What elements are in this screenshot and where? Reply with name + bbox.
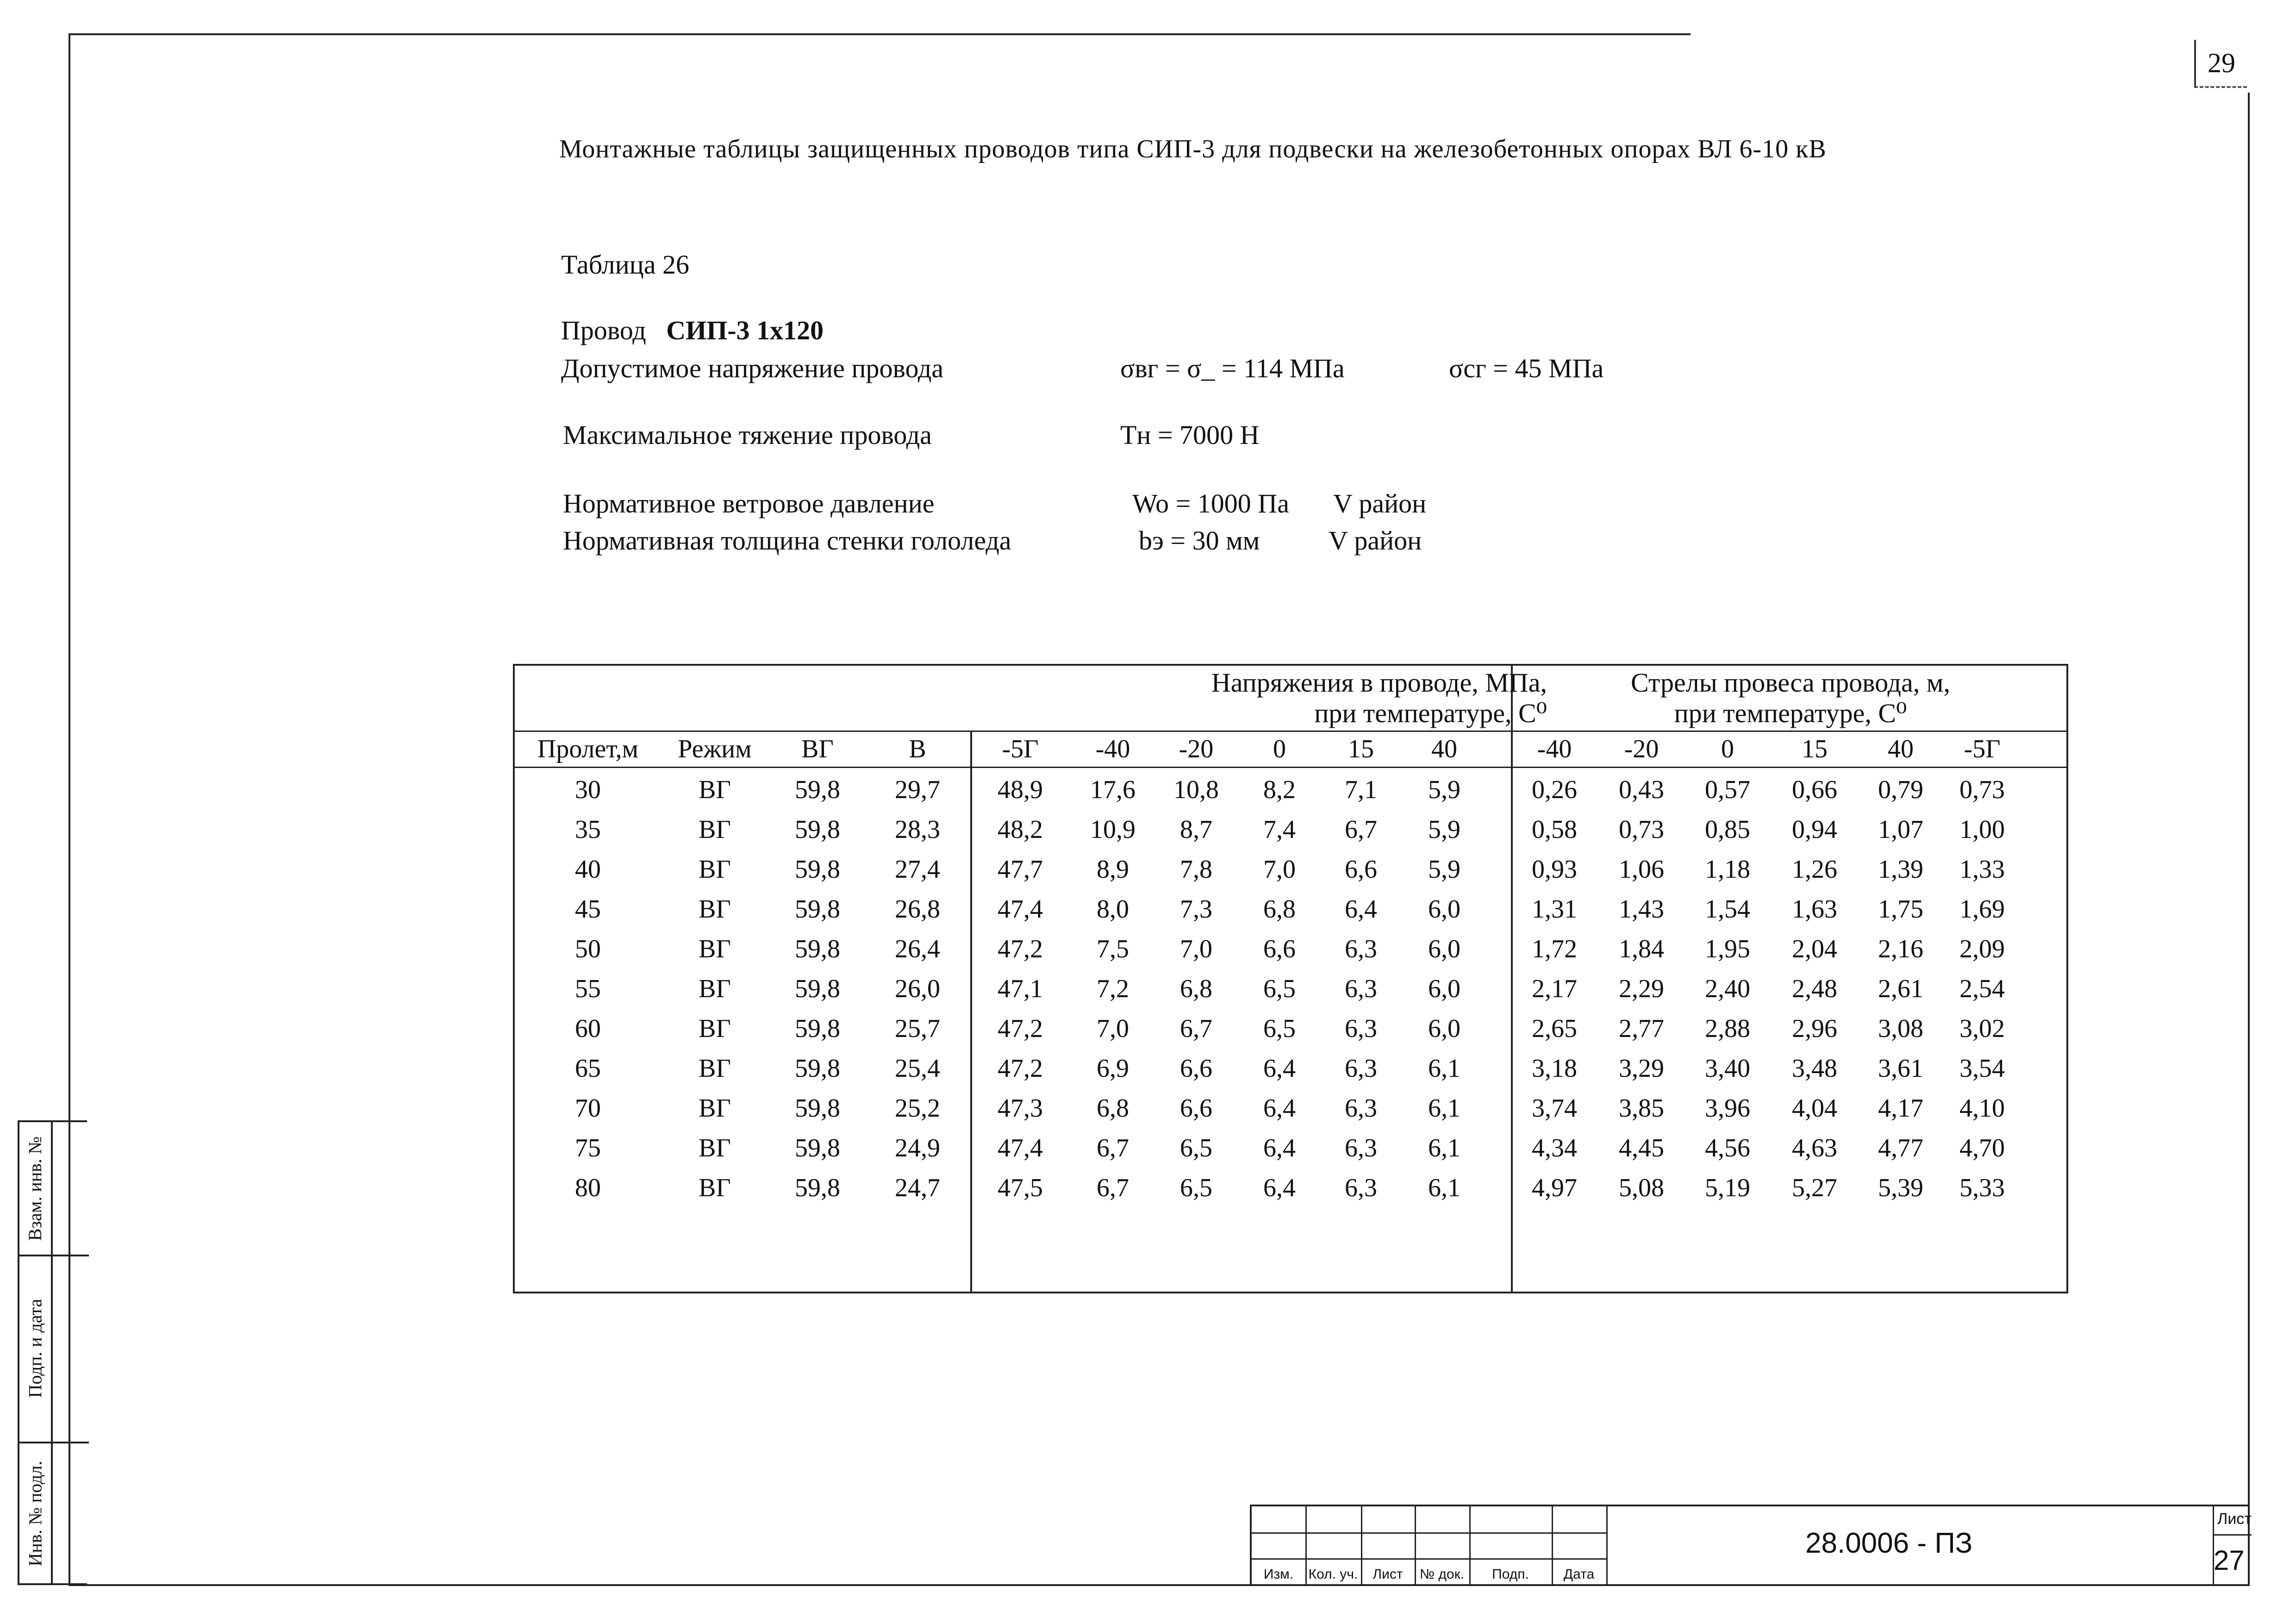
table-cell: 59,8: [795, 1134, 840, 1162]
table-cell: 6,8: [1263, 895, 1296, 924]
table-cell: 25,4: [895, 1054, 940, 1083]
table-cell: 4,56: [1705, 1134, 1750, 1162]
table-cell: 59,8: [795, 1094, 840, 1123]
table-cell: 7,1: [1345, 775, 1377, 804]
column-header: -20: [1179, 735, 1214, 763]
table-cell: 0,73: [1959, 775, 2005, 804]
column-header: Режим: [678, 735, 752, 763]
table-cell: 3,08: [1878, 1014, 1923, 1043]
table-cell: 2,04: [1792, 935, 1837, 963]
table-cell: 4,45: [1619, 1134, 1664, 1162]
table-cell: 7,0: [1263, 855, 1296, 884]
side-stamp-signature-date: Подп. и дата: [25, 1299, 46, 1398]
table-cell: 1,72: [1532, 935, 1577, 963]
table-cell: 55: [575, 974, 601, 1003]
table-cell: 26,0: [895, 974, 940, 1003]
table-cell: 1,00: [1959, 815, 2005, 844]
table-cell: 59,8: [795, 1014, 840, 1043]
table-cell: 3,18: [1532, 1054, 1577, 1083]
table-cell: 47,2: [998, 1054, 1043, 1083]
table-cell: 7,4: [1263, 815, 1296, 844]
table-cell: 6,3: [1345, 1014, 1377, 1043]
table-cell: 25,7: [895, 1014, 940, 1043]
table-cell: 2,65: [1532, 1014, 1577, 1043]
table-cell: 6,3: [1345, 1174, 1377, 1202]
side-stamp-replace: Взам. инв. №: [25, 1136, 46, 1241]
allowed-stress-value-1: σвг = σ_ = 114 МПа: [1120, 353, 1345, 383]
table-cell: 6,5: [1263, 974, 1296, 1003]
column-header: -40: [1537, 735, 1572, 763]
table-cell: 6,1: [1428, 1134, 1460, 1162]
table-cell: 59,8: [795, 1174, 840, 1202]
table-cell: 1,07: [1878, 815, 1923, 844]
table-cell: 6,0: [1428, 974, 1460, 1003]
table-cell: 3,61: [1878, 1054, 1923, 1083]
stress-group-line-1: Напряжения в проводе, МПа,: [1211, 668, 1547, 698]
table-cell: 8,0: [1097, 895, 1129, 924]
ice-region: V район: [1329, 525, 1422, 556]
table-cell: 47,4: [998, 1134, 1043, 1162]
table-cell: 6,0: [1428, 935, 1460, 963]
tb-label-change: Изм.: [1263, 1567, 1294, 1582]
table-cell: 6,5: [1263, 1014, 1296, 1043]
column-header: -40: [1095, 735, 1130, 763]
ice-value: bэ = 30 мм: [1139, 525, 1260, 556]
table-cell: 0,94: [1792, 815, 1837, 844]
table-cell: 6,7: [1345, 815, 1377, 844]
table-cell: 26,4: [895, 935, 940, 963]
table-cell: 8,7: [1180, 815, 1212, 844]
title-block-col-6: [1606, 1506, 1608, 1585]
table-cell: 59,8: [795, 815, 840, 844]
table-cell: 3,29: [1619, 1054, 1664, 1083]
table-cell: 1,69: [1959, 895, 2005, 924]
table-cell: 6,1: [1428, 1054, 1460, 1083]
page-number-top: 29: [2194, 40, 2247, 88]
table-cell: 2,29: [1619, 974, 1664, 1003]
column-header: 40: [1888, 735, 1914, 763]
table-cell: 4,97: [1532, 1174, 1577, 1202]
tb-label-sheet: Лист: [1373, 1567, 1403, 1582]
title-block: [1250, 1505, 2250, 1585]
title-block-sheet-row: [2213, 1534, 2252, 1536]
tb-label-count: Кол. уч.: [1308, 1567, 1358, 1582]
title-block-row-2: [1252, 1558, 1606, 1560]
column-header: -5Г: [1002, 735, 1039, 763]
table-cell: 3,74: [1532, 1094, 1577, 1123]
table-cell: 1,33: [1959, 855, 2005, 884]
table-cell: 6,7: [1097, 1174, 1129, 1202]
table-cell: 0,57: [1705, 775, 1750, 804]
table-cell: 25,2: [895, 1094, 940, 1123]
column-header: 0: [1721, 735, 1734, 763]
table-cell: 7,8: [1180, 855, 1212, 884]
table-cell: 6,5: [1180, 1174, 1212, 1202]
table-cell: 5,08: [1619, 1174, 1664, 1202]
table-cell: 6,3: [1345, 935, 1377, 963]
table-cell: 7,0: [1097, 1014, 1129, 1043]
table-cell: 5,27: [1792, 1174, 1837, 1202]
table-cell: 59,8: [795, 775, 840, 804]
max-tension-label: Максимальное тяжение провода: [563, 420, 932, 450]
table-cell: 1,95: [1705, 935, 1750, 963]
column-header: Пролет,м: [537, 735, 639, 763]
table-cell: 2,96: [1792, 1014, 1837, 1043]
table-cell: ВГ: [699, 935, 731, 963]
table-cell: 6,4: [1345, 895, 1377, 924]
table-cell: 6,4: [1263, 1054, 1296, 1083]
table-cell: 8,2: [1263, 775, 1296, 804]
table-cell: 4,04: [1792, 1094, 1837, 1123]
stress-group-header: [1024, 668, 1547, 729]
table-cell: 7,0: [1180, 935, 1212, 963]
table-cell: 70: [575, 1094, 601, 1123]
table-cell: 35: [575, 815, 601, 844]
table-cell: 40: [575, 855, 601, 884]
sag-group-line-1: Стрелы провеса провода, м,: [1631, 668, 1950, 698]
table-cell: 1,26: [1792, 855, 1837, 884]
table-cell: 4,77: [1878, 1134, 1923, 1162]
table-cell: 6,6: [1180, 1054, 1212, 1083]
table-label: Таблица 26: [561, 250, 690, 280]
table-cell: 1,84: [1619, 935, 1664, 963]
table-cell: 59,8: [795, 974, 840, 1003]
table-cell: 6,6: [1345, 855, 1377, 884]
table-cell: 5,9: [1428, 855, 1460, 884]
tb-label-date: Дата: [1563, 1567, 1595, 1582]
table-cell: 2,54: [1959, 974, 2005, 1003]
table-cell: 59,8: [795, 895, 840, 924]
table-cell: 65: [575, 1054, 601, 1083]
tb-label-docno: № док.: [1419, 1567, 1465, 1582]
column-header: В: [909, 735, 926, 763]
wind-value: Wo = 1000 Па: [1132, 488, 1289, 518]
table-cell: 2,77: [1619, 1014, 1664, 1043]
table-cell: 59,8: [795, 935, 840, 963]
side-stamp-vsep: [51, 1122, 53, 1583]
table-cell: 28,3: [895, 815, 940, 844]
table-cell: 48,9: [998, 775, 1043, 804]
table-cell: 30: [575, 775, 601, 804]
table-cell: 6,0: [1428, 1014, 1460, 1043]
table-cell: 45: [575, 895, 601, 924]
table-cell: ВГ: [699, 1174, 731, 1202]
table-cell: 6,8: [1180, 974, 1212, 1003]
table-cell: 0,58: [1532, 815, 1577, 844]
wind-region: V район: [1333, 488, 1427, 518]
table-cell: 6,3: [1345, 1054, 1377, 1083]
table-cell: 6,5: [1180, 1134, 1212, 1162]
wind-label: Нормативное ветровое давление: [563, 488, 935, 518]
table-cell: 4,63: [1792, 1134, 1837, 1162]
table-cell: 2,17: [1532, 974, 1577, 1003]
max-tension-value: Тн = 7000 Н: [1120, 420, 1260, 450]
table-cell: 6,4: [1263, 1094, 1296, 1123]
table-cell: ВГ: [699, 855, 731, 884]
table-cell: 3,54: [1959, 1054, 2005, 1083]
table-cell: 4,17: [1878, 1094, 1923, 1123]
table-cell: 4,34: [1532, 1134, 1577, 1162]
table-cell: 2,48: [1792, 974, 1837, 1003]
table-header-divider: [515, 767, 2066, 768]
document-title: Монтажные таблицы защищенных проводов типа СИП-3 для подвески на железобетонных опорах ВЛ 6-10 кВ: [559, 135, 1827, 163]
table-cell: 47,4: [998, 895, 1043, 924]
ice-label: Нормативная толщина стенки гололеда: [563, 525, 1011, 556]
table-cell: 47,3: [998, 1094, 1043, 1123]
table-cell: ВГ: [699, 1014, 731, 1043]
table-cell: 6,1: [1428, 1174, 1460, 1202]
table-cell: 5,19: [1705, 1174, 1750, 1202]
table-cell: ВГ: [699, 1094, 731, 1123]
table-cell: 47,2: [998, 935, 1043, 963]
table-cell: 4,10: [1959, 1094, 2005, 1123]
table-cell: 26,8: [895, 895, 940, 924]
table-cell: 2,16: [1878, 935, 1923, 963]
table-cell: 6,7: [1180, 1014, 1212, 1043]
column-header: 40: [1431, 735, 1457, 763]
table-cell: 7,2: [1097, 974, 1129, 1003]
table-cell: 6,6: [1180, 1094, 1212, 1123]
column-header: 15: [1802, 735, 1828, 763]
table-cell: 7,3: [1180, 895, 1212, 924]
sag-group-line-2: при температуре, С⁰: [1674, 698, 1907, 728]
table-cell: 3,48: [1792, 1054, 1837, 1083]
table-cell: ВГ: [699, 775, 731, 804]
table-cell: ВГ: [699, 895, 731, 924]
table-cell: 6,0: [1428, 895, 1460, 924]
table-cell: 80: [575, 1174, 601, 1202]
table-cell: 59,8: [795, 855, 840, 884]
table-cell: 6,9: [1097, 1054, 1129, 1083]
table-cell: ВГ: [699, 974, 731, 1003]
table-cell: 6,3: [1345, 974, 1377, 1003]
table-cell: 6,8: [1097, 1094, 1129, 1123]
table-cell: 0,26: [1532, 775, 1577, 804]
table-cell: 1,54: [1705, 895, 1750, 924]
table-cell: 5,9: [1428, 815, 1460, 844]
data-table: [513, 664, 2068, 1293]
side-stamp-inventory: Инв. № подл.: [25, 1461, 46, 1566]
table-cell: ВГ: [699, 815, 731, 844]
table-cell: 5,9: [1428, 775, 1460, 804]
document-code: 28.0006 - ПЗ: [1805, 1527, 1973, 1559]
table-cell: 0,85: [1705, 815, 1750, 844]
table-cell: 5,39: [1878, 1174, 1923, 1202]
side-stamp: [18, 1120, 87, 1585]
table-cell: 6,4: [1263, 1174, 1296, 1202]
table-cell: 0,43: [1619, 775, 1664, 804]
table-cell: ВГ: [699, 1054, 731, 1083]
table-cell: 3,96: [1705, 1094, 1750, 1123]
table-cell: 24,9: [895, 1134, 940, 1162]
table-cell: 3,85: [1619, 1094, 1664, 1123]
table-cell: 75: [575, 1134, 601, 1162]
table-cell: ВГ: [699, 1134, 731, 1162]
table-cell: 7,5: [1097, 935, 1129, 963]
column-header: 15: [1348, 735, 1374, 763]
table-cell: 8,9: [1097, 855, 1129, 884]
tb-label-signature: Подп.: [1492, 1567, 1529, 1582]
table-cell: 47,2: [998, 1014, 1043, 1043]
column-header: 0: [1273, 735, 1286, 763]
title-block-row-1: [1252, 1532, 1606, 1534]
table-cell: 6,3: [1345, 1134, 1377, 1162]
stress-group-line-2: при температуре, С⁰: [1314, 698, 1547, 728]
wire-row: [561, 315, 824, 346]
table-cell: 29,7: [895, 775, 940, 804]
table-cell: 47,7: [998, 855, 1043, 884]
table-cell: 6,4: [1263, 1134, 1296, 1162]
table-cell: 24,7: [895, 1174, 940, 1202]
table-cell: 1,06: [1619, 855, 1664, 884]
table-cell: 0,66: [1792, 775, 1837, 804]
table-cell: 1,31: [1532, 895, 1577, 924]
table-cell: 10,8: [1173, 775, 1219, 804]
table-cell: 1,18: [1705, 855, 1750, 884]
allowed-stress-value-2: σсг = 45 МПа: [1449, 353, 1604, 383]
frame-top-border: [69, 33, 1691, 35]
table-cell: 47,1: [998, 974, 1043, 1003]
wire-label: Провод: [561, 315, 646, 345]
table-cell: 1,63: [1792, 895, 1837, 924]
table-cell: 6,6: [1263, 935, 1296, 963]
table-cell: 5,33: [1959, 1174, 2005, 1202]
table-cell: 50: [575, 935, 601, 963]
table-cell: 1,39: [1878, 855, 1923, 884]
table-cell: 27,4: [895, 855, 940, 884]
column-header: ВГ: [801, 735, 834, 763]
table-cell: 2,09: [1959, 935, 2005, 963]
frame-right-border: [2248, 93, 2250, 1585]
table-cell: 0,73: [1619, 815, 1664, 844]
table-cell: 2,88: [1705, 1014, 1750, 1043]
column-header: -5Г: [1964, 735, 2001, 763]
table-cell: 4,70: [1959, 1134, 2005, 1162]
table-cell: 1,75: [1878, 895, 1923, 924]
table-cell: 47,5: [998, 1174, 1043, 1202]
table-cell: 59,8: [795, 1054, 840, 1083]
table-cell: 10,9: [1090, 815, 1136, 844]
table-cell: 2,61: [1878, 974, 1923, 1003]
sag-group-header: [1513, 668, 2068, 729]
column-header: -20: [1624, 735, 1659, 763]
table-cell: 48,2: [998, 815, 1043, 844]
sheet-number: 27: [2214, 1545, 2245, 1576]
wire-value: СИП-3 1х120: [666, 315, 824, 345]
table-cell: 0,79: [1878, 775, 1923, 804]
table-cell: 0,93: [1532, 855, 1577, 884]
allowed-stress-label: Допустимое напряжение провода: [561, 353, 944, 383]
table-cell: 2,40: [1705, 974, 1750, 1003]
table-cell: 3,02: [1959, 1014, 2005, 1043]
table-cell: 6,3: [1345, 1094, 1377, 1123]
table-vline-1: [970, 731, 972, 1292]
table-cell: 6,1: [1428, 1094, 1460, 1123]
table-cell: 60: [575, 1014, 601, 1043]
table-cell: 6,7: [1097, 1134, 1129, 1162]
table-cell: 17,6: [1090, 775, 1136, 804]
sheet-label: Лист: [2217, 1510, 2252, 1528]
table-cell: 1,43: [1619, 895, 1664, 924]
table-cell: 3,40: [1705, 1054, 1750, 1083]
